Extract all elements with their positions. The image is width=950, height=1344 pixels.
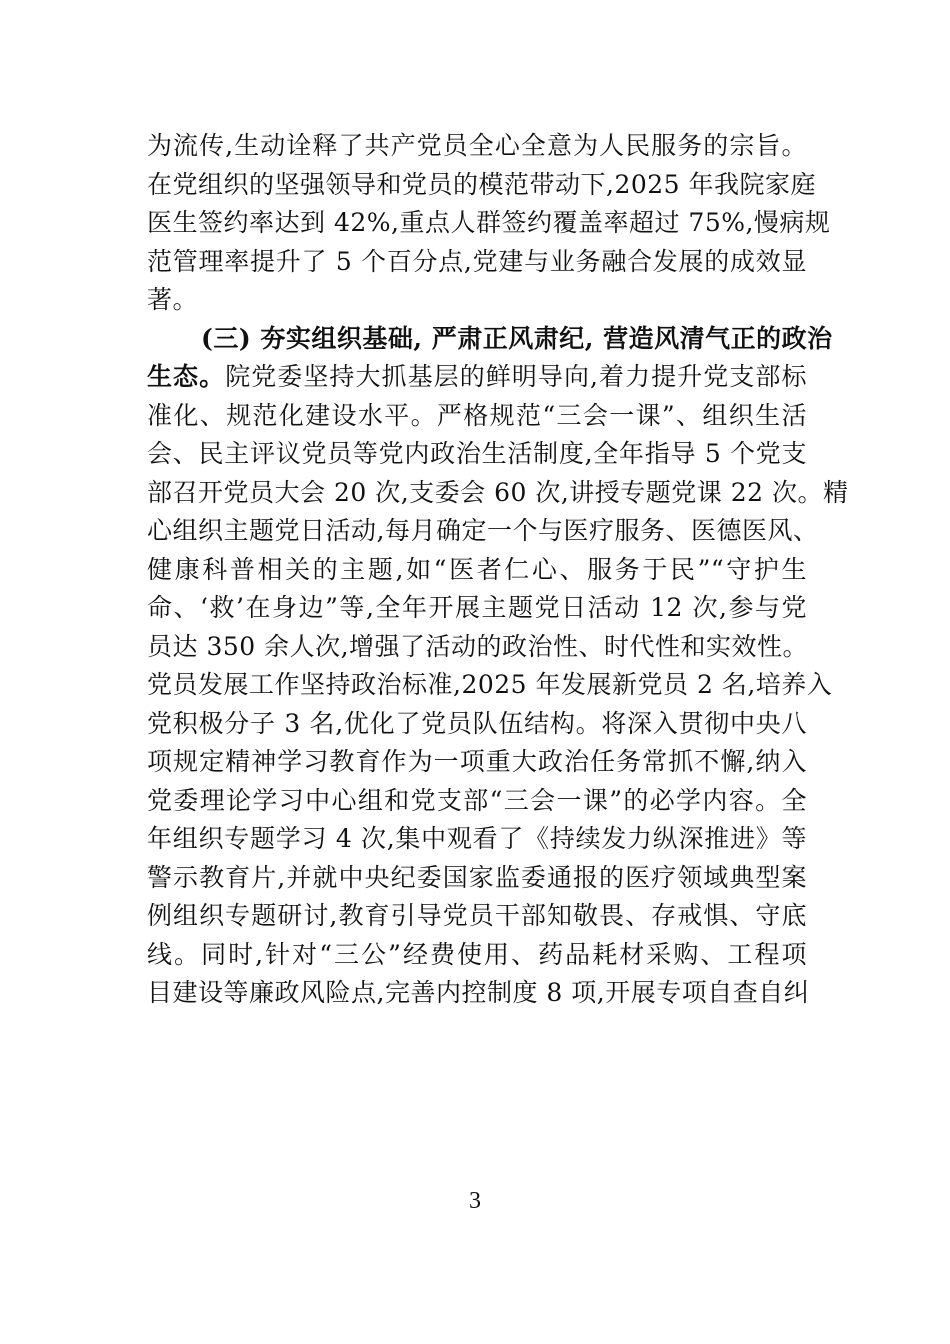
section-heading: (三) 夯实组织基础, 严肃正风肃纪, 营造风清气正的政治 [201,323,833,353]
text-line: 党积极分子 3 名,优化了党员队伍结构。将深入贯彻中央八 [147,708,807,738]
body-text [147,127,849,1013]
text-line: 目建设等廉政风险点,完善内控制度 8 项,开展专项自查自纠 [147,978,810,1007]
text-line: 为流传,生动诠释了共产党员全心全意为人民服务的宗旨。 [147,131,807,160]
text-line: 线。同时,针对“三公”经费使用、药品耗材采购、工程项 [147,939,807,969]
text-line: 著。 [147,285,199,314]
text-line: 年组织专题学习 4 次,集中观看了《持续发力纵深推进》等 [147,824,807,853]
text-line: 警示教育片,并就中央纪委国家监委通报的医疗领域典型案 [147,862,807,892]
text-line: 党员发展工作坚持政治标准,2025 年发展新党员 2 名,培养入 [147,670,833,699]
paragraph-start: 院党委坚持大抓基层的鲜明导向,着力提升党支部标 [225,362,807,391]
text-line: 党委理论学习中心组和党支部“三会一课”的必学内容。全 [147,785,807,815]
text-line: 例组织专题研讨,教育引导党员干部知敬畏、存戒惧、守底 [147,901,807,930]
text-line [147,358,807,397]
text-line: 在党组织的坚强领导和党员的模范带动下,2025 年我院家庭 [147,169,817,199]
text-line: 命、‘救’在身边”等,全年开展主题党日活动 12 次,参与党 [147,593,807,622]
text-line: 心组织主题党日活动,每月确定一个与医疗服务、医德医风、 [147,516,819,545]
text-line: 准化、规范化建设水平。严格规范“三会一课”、组织生活 [147,400,807,430]
text-line: 会、民主评议党员等党内政治生活制度,全年指导 5 个党支 [147,439,807,468]
text-line: 部召开党员大会 20 次,支委会 60 次,讲授专题党课 22 次。精 [147,477,849,507]
text-line: 范管理率提升了 5 个百分点,党建与业务融合发展的成效显 [147,246,807,276]
page-number: 3 [469,1188,481,1214]
text-line: 项规定精神学习教育作为一项重大政治任务常抓不懈,纳入 [147,747,807,776]
text-line: 员达 350 余人次,增强了活动的政治性、时代性和实效性。 [147,631,809,661]
text-line: 健康科普相关的主题,如“医者仁心、服务于民”“守护生 [147,554,807,584]
text-line: 医生签约率达到 42%,重点人群签约覆盖率超过 75%,慢病规 [147,208,831,237]
section-heading-end: 生态。 [147,362,226,391]
